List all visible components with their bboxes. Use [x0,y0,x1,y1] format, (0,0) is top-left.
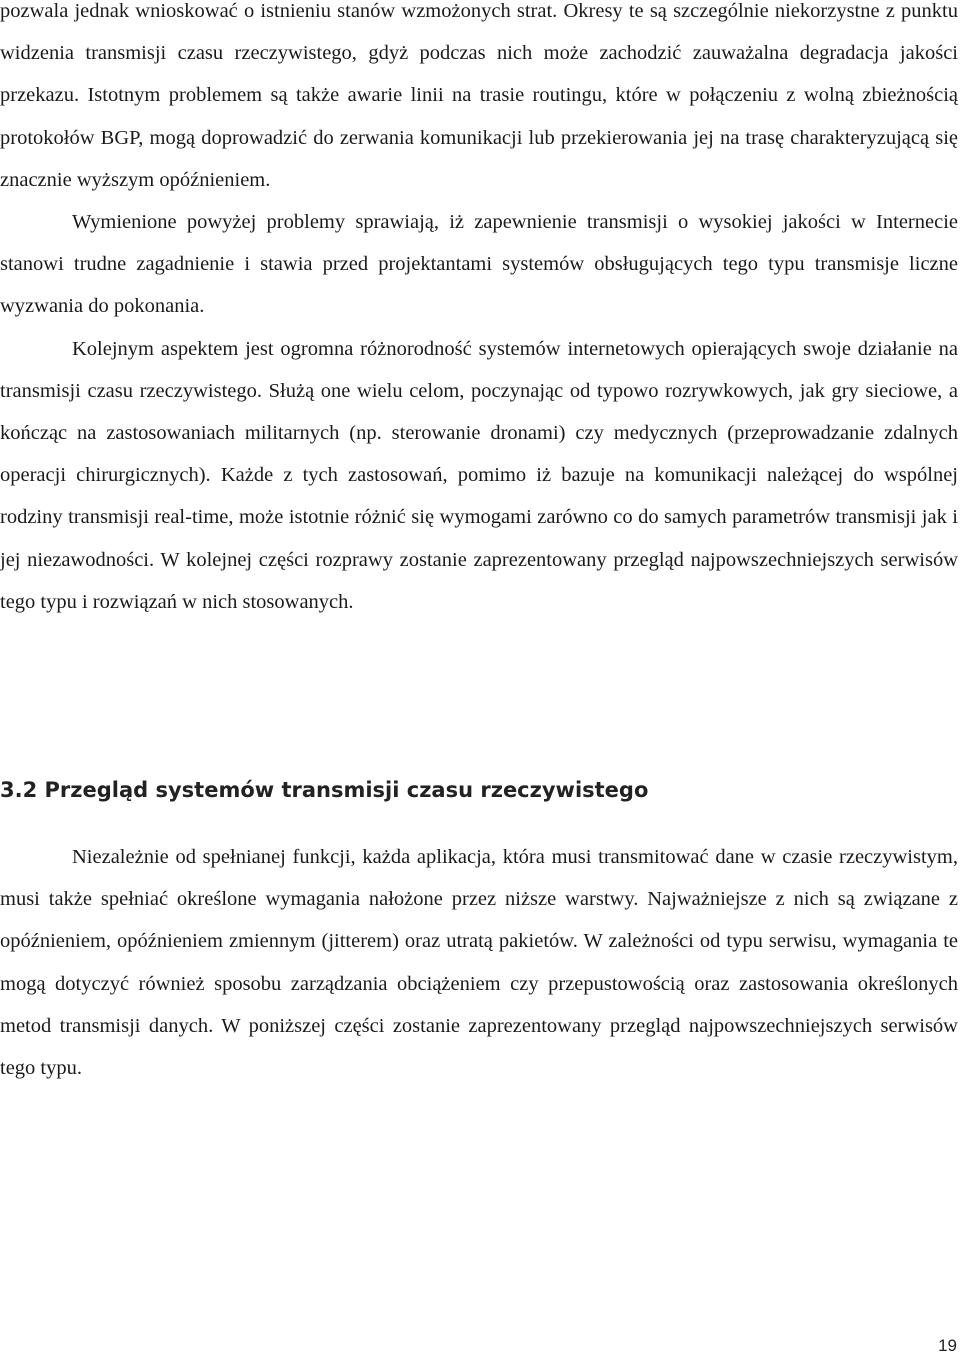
paragraph-requirements: Niezależnie od spełnianej funkcji, każda aplikacja, która musi transmitować dane w czasie rzeczywistym, musi także spełniać określone wymagania nałożone przez niższe warstwy. Najważniejsze z nich są związane z opóźnieniem, opóźnieniem zmiennym (jitterem) oraz utratą pakietów. W zależności od typu serwisu, wymagania te mogą dotyczyć również sposobu zarządzania obciążeniem czy przepustowością oraz zastosowania określonych metod transmisji danych. W poniższej części zostanie zaprezentowany przegląd najpowszechniejszych serwisów tego typu. [0,846,958,1080]
paragraph-diversity: Kolejnym aspektem jest ogromna różnorodność systemów internetowych opierających swoje działanie na transmisji czasu rzeczywistego. Służą one wielu celom, poczynając od typowo rozrywkowych, jak gry sieciowe, a kończąc na zastosowaniach militarnych (np. sterowanie dronami) czy medycznych (przeprowadzanie zdalnych operacji chirurgicznych). Każde z tych zastosowań, pomimo iż bazuje na komunikacji należącej do wspólnej rodziny transmisji real-time, może istotnie różnić się wymogami zarówno co do samych parametrów transmisji jak i jej niezawodności. W kolejnej części rozprawy zostanie zaprezentowany przegląd najpowszechniejszych serwisów tego typu i rozwiązań w nich stosowanych. [0,337,958,613]
page-number: 19 [938,1336,957,1355]
paragraph-problems: Wymienione powyżej problemy sprawiają, iż zapewnienie transmisji o wysokiej jakości w Internecie stanowi trudne zagadnienie i stawia przed projektantami systemów obsługujących tego typu transmisje liczne wyzwania do pokonania. [0,211,958,318]
body-text-bottom [0,836,958,1089]
paragraph-continuation: pozwala jednak wnioskować o istnieniu stanów wzmożonych strat. Okresy te są szczególnie niekorzystne z punktu widzenia transmisji czasu rzeczywistego, gdyż podczas nich może zachodzić zauważalna degradacja jakości przekazu. Istotnym problemem są także awarie linii na trasie routingu, które w połączeniu z wolną zbieżnością protokołów BGP, mogą doprowadzić do zerwania komunikacji lub przekierowania jej na trasę charakteryzującą się znacznie wyższym opóźnieniem. [0,0,958,191]
body-text-top [0,0,958,623]
section-heading: 3.2 Przegląd systemów transmisji czasu rzeczywistego [0,778,649,802]
